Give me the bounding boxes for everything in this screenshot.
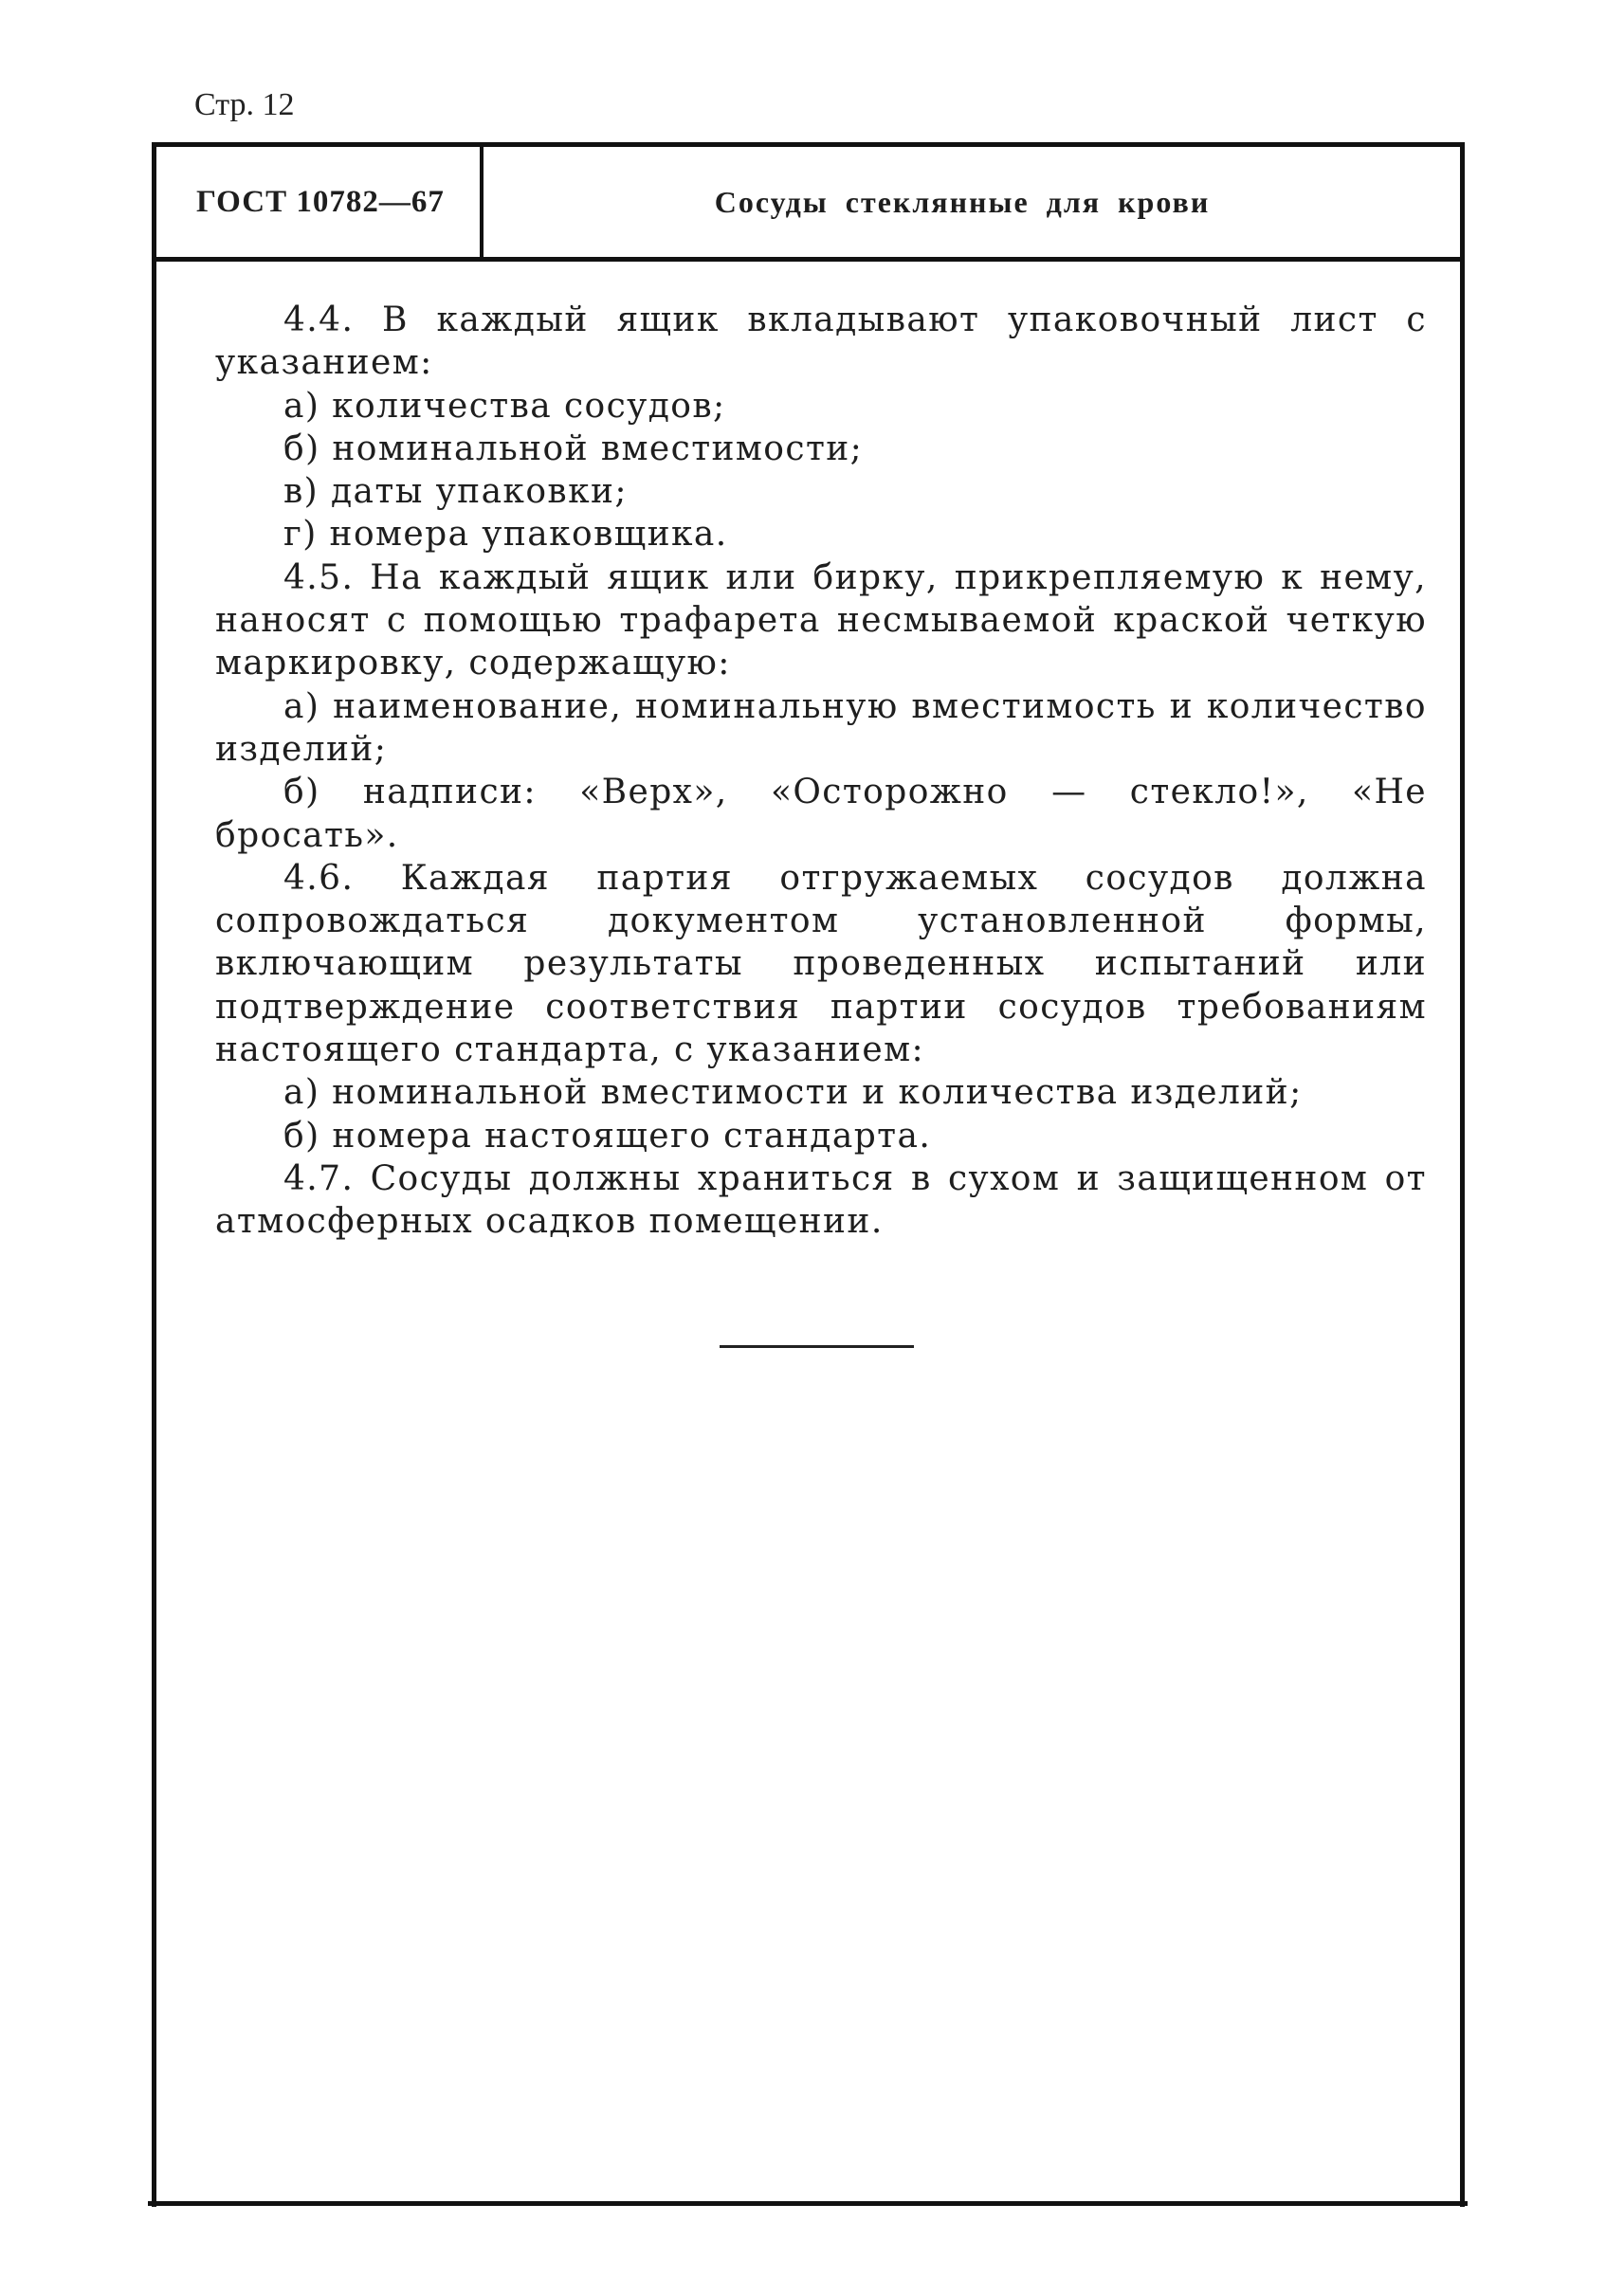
clause-4-4: 4.4. В каждый ящик вкладывают упаковочный лист с указанием:	[215, 301, 1427, 383]
document-header	[156, 147, 1460, 262]
list-item: а) номинальной вместимости и количества изделий;	[283, 1073, 1303, 1113]
list-item: г) номера упаковщика.	[283, 515, 728, 555]
end-divider	[720, 1345, 914, 1348]
page-frame	[152, 142, 1465, 2207]
page-number-label: Стр. 12	[194, 87, 295, 122]
list-item: в) даты упаковки;	[283, 472, 628, 512]
list-item: а) наименование, номинальную вместимость и количество изделий;	[215, 686, 1427, 769]
clause-4-7: 4.7. Сосуды должны храниться в сухом и защищенном от атмосферных осадков помещении.	[215, 1158, 1427, 1242]
frame-bottom-border	[148, 2201, 1468, 2206]
list-item: б) номера настоящего стандарта.	[283, 1116, 932, 1156]
document-title: Сосуды стеклянные для крови	[714, 184, 1211, 219]
document-body	[215, 299, 1427, 1244]
clause-4-6: 4.6. Каждая партия отгружаемых сосудов должна сопровождаться документом установленной формы, включающим результаты проведенных испытаний или подтверждение соответствия партии сосудов требованиям настоящего стандарта, с указанием:	[215, 858, 1427, 1070]
list-item: а) количества сосудов;	[283, 386, 726, 426]
standard-code: ГОСТ 10782—67	[156, 147, 484, 257]
clause-4-5: 4.5. На каждый ящик или бирку, прикрепляемую к нему, наносят с помощью трафарета несмываемой краской четкую маркировку, содержащую:	[215, 557, 1427, 683]
list-item: б) номинальной вместимости;	[283, 428, 864, 468]
list-item: б) надписи: «Верх», «Осторожно — стекло!», «Не бросать».	[215, 773, 1427, 855]
